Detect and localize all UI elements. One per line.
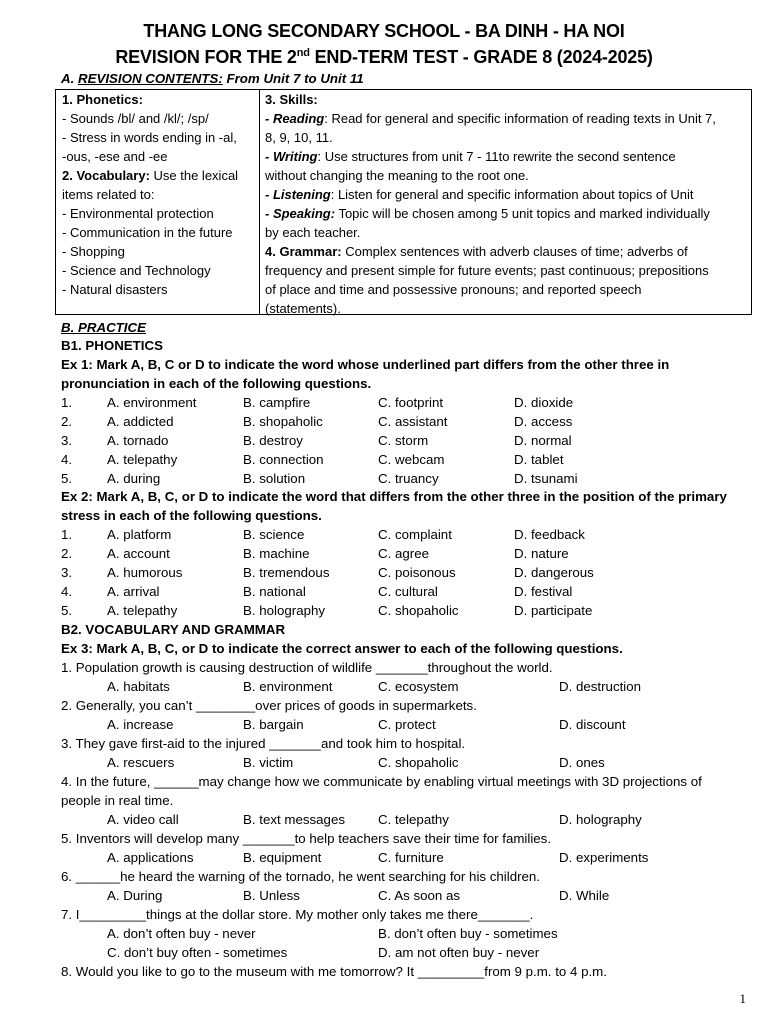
question-stem: 2. Generally, you can’t ________over prices of goods in supermarkets. bbox=[61, 698, 477, 713]
option: D. discount bbox=[559, 717, 626, 732]
question-number: 5. bbox=[61, 603, 73, 618]
option: B. national bbox=[243, 584, 306, 599]
option: A. humorous bbox=[107, 565, 183, 580]
revision-title: REVISION FOR THE 2nd END-TERM TEST - GRADE 8 (2024-2025) bbox=[115, 47, 653, 67]
option: C. cultural bbox=[378, 584, 438, 599]
question-number: 2. bbox=[61, 414, 73, 429]
table-left-line: - Science and Technology bbox=[62, 263, 211, 278]
option: D. dangerous bbox=[514, 565, 594, 580]
vocab-grammar-heading: B2. VOCABULARY AND GRAMMAR bbox=[61, 622, 286, 637]
question-number: 4. bbox=[61, 584, 73, 599]
option: A. telepathy bbox=[107, 452, 178, 467]
option: B. don’t often buy - sometimes bbox=[378, 926, 558, 941]
option: A. rescuers bbox=[107, 755, 175, 770]
table-left-line: - Communication in the future bbox=[62, 225, 233, 240]
table-right-line: frequency and present simple for future events; past continuous; prepositions bbox=[265, 263, 709, 278]
option: C. protect bbox=[378, 717, 436, 732]
option: D. destruction bbox=[559, 679, 642, 694]
question-number: 3. bbox=[61, 565, 73, 580]
option: C. complaint bbox=[378, 527, 452, 542]
option: D. While bbox=[559, 888, 610, 903]
option: C. furniture bbox=[378, 850, 444, 865]
option: B. campfire bbox=[243, 395, 311, 410]
option: A. during bbox=[107, 471, 161, 486]
ex2-instruction: Ex 2: Mark A, B, C, or D to indicate the word that differs from the other three in the position of the primary bbox=[61, 489, 727, 504]
option: A. addicted bbox=[107, 414, 174, 429]
option: D. normal bbox=[514, 433, 572, 448]
question-number: 1. bbox=[61, 395, 73, 410]
option: D. participate bbox=[514, 603, 593, 618]
option: C. telepathy bbox=[378, 812, 449, 827]
option: D. feedback bbox=[514, 527, 585, 542]
option: C. ecosystem bbox=[378, 679, 459, 694]
option: D. holography bbox=[559, 812, 642, 827]
option: C. poisonous bbox=[378, 565, 456, 580]
table-left-line: - Stress in words ending in -al, bbox=[62, 130, 237, 145]
table-right-line: of place and time and possessive pronouns; and reported speech bbox=[265, 282, 642, 297]
table-right-line: - Speaking: Topic will be chosen among 5 unit topics and marked individually bbox=[265, 206, 710, 221]
option: B. equipment bbox=[243, 850, 322, 865]
option: D. tablet bbox=[514, 452, 564, 467]
table-right-line: without changing the meaning to the root one. bbox=[265, 168, 529, 183]
table-left-line: - Environmental protection bbox=[62, 206, 214, 221]
option: C. storm bbox=[378, 433, 429, 448]
question-stem: 7. I_________things at the dollar store. My mother only takes me there_______. bbox=[61, 907, 534, 922]
skills-heading: 3. Skills: bbox=[265, 92, 318, 107]
option: B. solution bbox=[243, 471, 306, 486]
question-number: 4. bbox=[61, 452, 73, 467]
option: C. As soon as bbox=[378, 888, 461, 903]
option: A. habitats bbox=[107, 679, 170, 694]
option: D. access bbox=[514, 414, 573, 429]
table-right-line: - Reading: Read for general and specific information of reading texts in Unit 7, bbox=[265, 111, 716, 126]
option: C. shopaholic bbox=[378, 755, 459, 770]
option: C. shopaholic bbox=[378, 603, 459, 618]
option: B. text messages bbox=[243, 812, 345, 827]
ex2-instruction: stress in each of the following questions. bbox=[61, 508, 322, 523]
option: C. agree bbox=[378, 546, 429, 561]
option: A. During bbox=[107, 888, 163, 903]
option: D. dioxide bbox=[514, 395, 574, 410]
phonetics-heading: 1. Phonetics: bbox=[62, 92, 143, 107]
school-title: THANG LONG SECONDARY SCHOOL - BA DINH - HA NOI bbox=[143, 21, 625, 41]
section-a-heading: A. REVISION CONTENTS: From Unit 7 to Unit 11 bbox=[61, 71, 364, 86]
table-right-line: (statements). bbox=[265, 301, 341, 316]
option: B. connection bbox=[243, 452, 324, 467]
table-left-line: items related to: bbox=[62, 187, 155, 202]
option: C. truancy bbox=[378, 471, 439, 486]
ex1-instruction: pronunciation in each of the following questions. bbox=[61, 376, 372, 391]
option: B. environment bbox=[243, 679, 333, 694]
question-stem: 4. In the future, ______may change how we communicate by enabling virtual meetings with 3D projections of bbox=[61, 774, 702, 789]
option: D. nature bbox=[514, 546, 569, 561]
option: D. tsunami bbox=[514, 471, 578, 486]
page-number: 1 bbox=[739, 991, 746, 1006]
table-left-line: -ous, -ese and -ee bbox=[62, 149, 168, 164]
revision-contents-table bbox=[55, 89, 752, 315]
option: A. increase bbox=[107, 717, 174, 732]
question-stem: 8. Would you like to go to the museum with me tomorrow? It _________from 9 p.m. to 4 p.m. bbox=[61, 964, 607, 979]
option: C. assistant bbox=[378, 414, 448, 429]
option: C. don’t buy often - sometimes bbox=[107, 945, 288, 960]
question-stem: people in real time. bbox=[61, 793, 174, 808]
practice-heading: B. PRACTICE bbox=[61, 320, 146, 335]
option: B. tremendous bbox=[243, 565, 330, 580]
table-right-line: - Listening: Listen for general and specific information about topics of Unit bbox=[265, 187, 694, 202]
question-number: 3. bbox=[61, 433, 73, 448]
phonetics-section-heading: B1. PHONETICS bbox=[61, 338, 163, 353]
option: C. webcam bbox=[378, 452, 445, 467]
table-left-line: - Shopping bbox=[62, 244, 125, 259]
option: B. Unless bbox=[243, 888, 300, 903]
option: B. shopaholic bbox=[243, 414, 323, 429]
question-stem: 6. ______he heard the warning of the tornado, he went searching for his children. bbox=[61, 869, 541, 884]
option: B. victim bbox=[243, 755, 294, 770]
option: D. experiments bbox=[559, 850, 649, 865]
vocabulary-heading: 2. Vocabulary: Use the lexical bbox=[62, 168, 239, 183]
question-number: 1. bbox=[61, 527, 73, 542]
option: D. am not often buy - never bbox=[378, 945, 540, 960]
table-left-line: - Natural disasters bbox=[62, 282, 168, 297]
option: A. telepathy bbox=[107, 603, 178, 618]
table-right-line: 8, 9, 10, 11. bbox=[265, 130, 333, 145]
question-stem: 5. Inventors will develop many _______to help teachers save their time for families. bbox=[61, 831, 552, 846]
option: B. bargain bbox=[243, 717, 304, 732]
option: A. applications bbox=[107, 850, 194, 865]
table-right-line: by each teacher. bbox=[265, 225, 361, 240]
question-stem: 3. They gave first-aid to the injured _______and took him to hospital. bbox=[61, 736, 466, 751]
option: D. ones bbox=[559, 755, 605, 770]
option: A. environment bbox=[107, 395, 197, 410]
option: A. video call bbox=[107, 812, 179, 827]
option: A. account bbox=[107, 546, 170, 561]
option: B. machine bbox=[243, 546, 310, 561]
option: B. science bbox=[243, 527, 305, 542]
option: A. tornado bbox=[107, 433, 169, 448]
option: A. arrival bbox=[107, 584, 160, 599]
question-number: 2. bbox=[61, 546, 73, 561]
table-left-line: - Sounds /bl/ and /kl/; /sp/ bbox=[62, 111, 209, 126]
option: A. don’t often buy - never bbox=[107, 926, 256, 941]
option: C. footprint bbox=[378, 395, 444, 410]
option: B. destroy bbox=[243, 433, 303, 448]
option: B. holography bbox=[243, 603, 326, 618]
option: A. platform bbox=[107, 527, 172, 542]
grammar-heading: 4. Grammar: Complex sentences with adverb clauses of time; adverbs of bbox=[265, 244, 688, 259]
table-right-line: - Writing: Use structures from unit 7 - 11to rewrite the second sentence bbox=[265, 149, 676, 164]
question-number: 5. bbox=[61, 471, 73, 486]
question-stem: 1. Population growth is causing destruction of wildlife _______throughout the world. bbox=[61, 660, 553, 675]
ex3-instruction: Ex 3: Mark A, B, C, or D to indicate the correct answer to each of the following questions. bbox=[61, 641, 623, 656]
option: D. festival bbox=[514, 584, 573, 599]
ex1-instruction: Ex 1: Mark A, B, C or D to indicate the word whose underlined part differs from the other three in bbox=[61, 357, 670, 372]
